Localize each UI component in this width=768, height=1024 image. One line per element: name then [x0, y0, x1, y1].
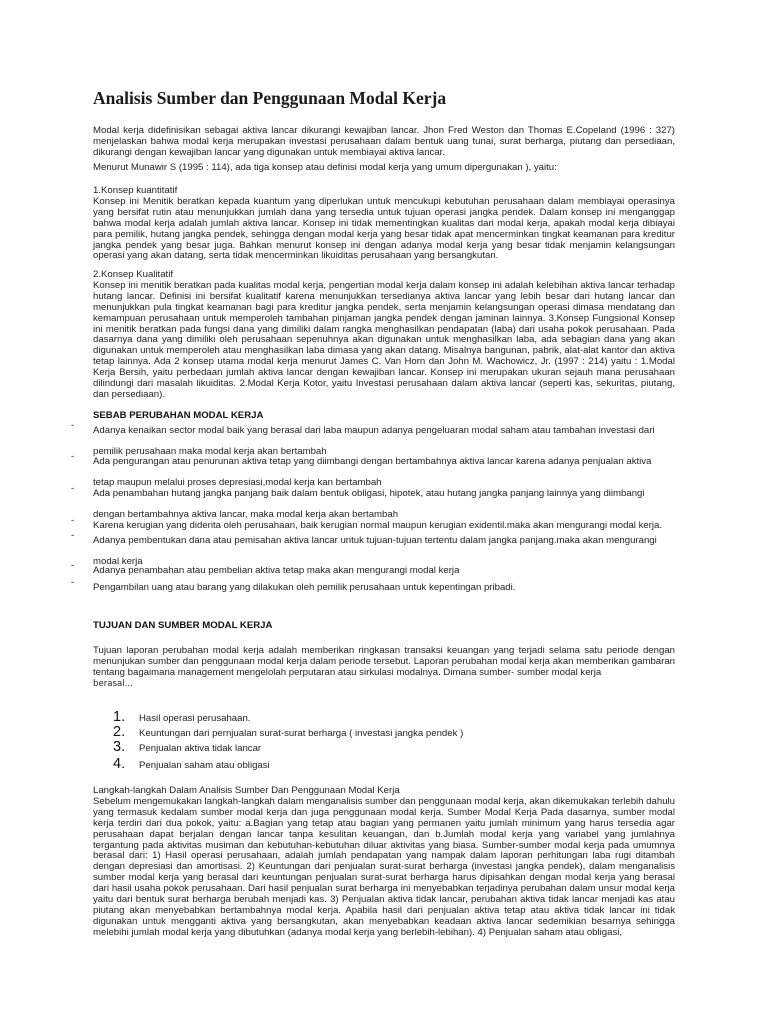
list-number: 4. [113, 756, 126, 772]
paragraph-tujuan [93, 646, 675, 690]
page-title: Analisis Sumber dan Penggunaan Modal Kerja [93, 88, 447, 108]
konsep-kuantitatif-text: Konsep ini Menitik beratkan kepada kuantum yang diperlukan untuk mencukupi kebutuhan perusahaan dalam membiayai operasinya yang bersifat rutin atau menunjukkan jumlah dana yang tersedia untuk tujuan operasi jangka pendek. Dalam konsep ini menganggap bahwa modal kerja adalah jumlah aktiva lancar. Konsep ini tidak mementingkan kualitas dari modal kerja, apakah modal kerja dibiayai para pemilik, hutang jangka pendek, sehingga dengan modal kerja yang besar tidak apat mencerminkan tingkat keamanan para kreditur jangka pendek yang besar juga. Bahkan menurut konsep ini dengan adanya modal kerja yang besar tidak menjamin kelangsungan operasi yang akan datang, serta tidak mencerminkan likuiditas perusahaan yang bersangkutan. [93, 195, 675, 262]
list-text: Penjualan saham atau obligasi [139, 760, 270, 771]
list-text: Penjualan aktiva tidak lancar [139, 743, 262, 754]
bullet-text: Adanya pembentukan dana atau pemisahan aktiva lancar untuk tujuan-tujuan tertentu dalam jangka panjang.maka akan mengurangi modal kerja [93, 535, 657, 567]
tujuan-tail: berasal... [93, 678, 133, 689]
section-konsep-kualitatif [93, 270, 675, 401]
bullet-text: Ada penambahan hutang jangka panjang baik dalam bentuk obligasi, hipotek, atau hutang jangka panjang lainnya yang diimbangi dengan bertambahnya aktiva lancar, maka modal kerja akan bertambah [93, 488, 645, 520]
tujuan-text: Tujuan laporan perubahan modal kerja adalah memberikan ringkasan transaksi keuangan yang terjadi selama satu periode dengan menunjukan sumber dan penggunaan modal kerja dalam periode tersebut. Laporan perubahan modal kerja akan memberikan gambaran tentang bagaimana management mengelolah perputaran atau sirkulasi modalnya. Dimana sumber- sumber modal kerja [93, 645, 675, 678]
bullet-text: Ada pengurangan atau penurunan aktiva tetap yang diimbangi dengan bertambahnya aktiva lancar karena adanya penjualan aktiva tetap maupun melalui proses depresiasi,modal kerja kan bertambah [93, 456, 652, 488]
bullet-dash: - [71, 451, 75, 462]
konsep-kuantitatif-heading: 1.Konsep kuantitatif [93, 185, 178, 196]
langkah-text: Sebelum mengemukakan langkah-langkah dalam menganalisis sumber dan penggunaan modal kerja, akan dikemukakan terlebih dahulu yang termasuk kedalam sumber modal kerja dan juga penggunaan modal kerja. Sumber Modal Kerja Pada dasarnya, sumber modal kerja terdiri dari dua pokok, yaitu: a.Bagian yang tetap atau bagian yang permanen yaitu jumlah minimum yang harus tersedia agar perusahaan dapat berjalan dengan lancar tanpa kesulitan keuangan, dan b.Jumlah modal kerja yang variabel yang jumlahnya tergantung pada aktivitas musiman dan kebutuhan-kebutuhan diluar aktivitas yang biasa. Sumber-sumber modal kerja pada umumnya berasal dari: 1) Hasil operasi perusahaan, adalah jumlah pendapatan yang nampak dalam laporan perhitungan laba rugi ditambah dengan depresiasi dan amortisasi. 2) Keuntungan dari penjualan surat-surat berharga (investasi jangka pendek), dalam menganalisis sumber modal kerja yang berasal dari keuntungan penjualan surat-surat berharga harus dipisahkan dengan modal kerja yang berasal dari hasil usaha pokok perusahaan. Dari hasil penjualan surat berharga ini menyebabkan terjadinya perubahan dalam unsur modal kerja yaitu dari bentuk surat berharga berubah menjadi kas. 3) Penjualan aktiva tidak lancar, perubahan aktiva tidak lancar menjadi kas atau piutang akan menyebabkan bertambahnya modal kerja. Apabila hasil dari penjualan aktiva tetap atau aktiva tidak lancar ini tidak digunakan untuk mengganti aktiva yang bersangkutan, akan menyebabkan keadaan aktiva lancar sedemikian besarnya sehingga melebihi jumlah modal kerja yang dibutuhkan (adanya modal kerja yang berlebih-lebihan). 4) Penjualan saham atau obligasi, [93, 795, 675, 938]
bullet-dash: - [71, 530, 75, 541]
langkah-heading: Langkah-langkah Dalam Analisis Sumber Dan Penggunaan Modal Kerja [93, 785, 400, 796]
heading-sebab-perubahan: SEBAB PERUBAHAN MODAL KERJA [93, 410, 264, 421]
bullet-dash: - [71, 483, 75, 494]
list-item [113, 755, 270, 773]
bullet-dash: - [71, 515, 75, 526]
bullet-text: Karena kerugian yang diderita oleh perusahaan, baik kerugian normal maupun kerugian exidentil.maka akan mengurangi modal kerja. [93, 520, 663, 531]
list-number: 3. [113, 739, 126, 755]
bullet-dash: - [71, 420, 75, 431]
bullet-dash: - [71, 577, 75, 588]
bullet-dash: - [71, 560, 75, 571]
list-text: Keuntungan dari pernjualan surat-surat berharga ( investasi jangka pendek ) [139, 728, 464, 739]
list-item [113, 738, 261, 756]
section-langkah-langkah [93, 786, 675, 939]
bullet-text: Adanya penambahan atau pembelian aktiva tetap maka akan mengurangi modal kerja [93, 565, 460, 576]
konsep-kualitatif-heading: 2.Konsep Kualitatif [93, 269, 174, 280]
section-konsep-kuantitatif [93, 186, 675, 262]
paragraph-munawir: Menurut Munawir S (1995 : 114), ada tiga konsep atau definisi modal kerja yang umum dipergunakan ), yaitu: [93, 162, 557, 173]
konsep-kualitatif-text: Konsep ini menitik beratkan pada kualitas modal kerja, pengertian modal kerja dalam konsep ini adalah kelebihan aktiva lancar terhadap hutang lancar. Definisi ini bersifat kualitatif karena menunjukkan tersedianya aktiva lancar yang lebih besar dari hutang lancar dan menunjukkan pula tingkat keamanan bagi para kreditur jangka pendek, serta menjamin kelangsungan operasi dimasa mendatang dan kemampuan perusahaan untuk memperoleh tambahan pinjaman jangka pendek dengan jaminan lainnya. 3.Konsep Fungsional Konsep ini menitik beratkan pada fungsi dana yang dimiliki dalam rangka menghasilkan pendapatan (laba) dari usaha pokok perusahaan. Pada dasarnya dana yang dimiliki oleh perusahaan sepenuhnya akan digunakan untuk menghasilkan laba, ada sebagian dana yang akan digunakan untuk memperoleh atau menghasilkan laba dimasa yang akan datang. Misalnya bangunan, pabrik, alat-alat kantor dan aktiva tetap lainnya. Ada 2 konsep utama modal kerja menurut James C. Van Horn dan John M. Wachowicz, Jr. (1997 : 214) yaitu : 1.Modal Kerja Bersih, yaitu perbedaan jumlah aktiva lancar dengan kewajiban lancar. Konsep ini merupakan ukuran sejauh mana perusahaan dilindungi dari masalah likuiditas. 2.Modal Kerja Kotor, yaitu Investasi perusahaan dalam aktiva lancar (seperti kas, sekuritas, piutang, dan persediaan). [93, 279, 675, 400]
heading-tujuan-sumber: TUJUAN DAN SUMBER MODAL KERJA [93, 620, 273, 631]
list-number: 1. [113, 709, 126, 725]
list-number: 2. [113, 724, 126, 740]
paragraph-definition: Modal kerja didefinisikan sebagai aktiva lancar dikurangi kewajiban lancar. Jhon Fred Weston dan Thomas E.Copeland (1996 : 327) menjelaskan bahwa modal kerja merupakan investasi perusahaan dalam bentuk uang tunai, surat berharga, piutang dan persediaan, dikurangi dengan kewajiban lancar yang digunakan untuk membiayai aktiva lancar. [93, 125, 675, 158]
bullet-text: Pengambilan uang atau barang yang dilakukan oleh pemilik perusahaan untuk kepentingan pribadi. [93, 582, 516, 593]
list-text: Hasil operasi perusahaan. [139, 713, 251, 724]
bullet-text: Adanya kenaikan sector modal baik yang berasal dari laba maupun adanya pengeluaran modal saham atau tambahan investasi dari pemilik perusahaan maka modal kerja akan bertambah [93, 425, 655, 457]
